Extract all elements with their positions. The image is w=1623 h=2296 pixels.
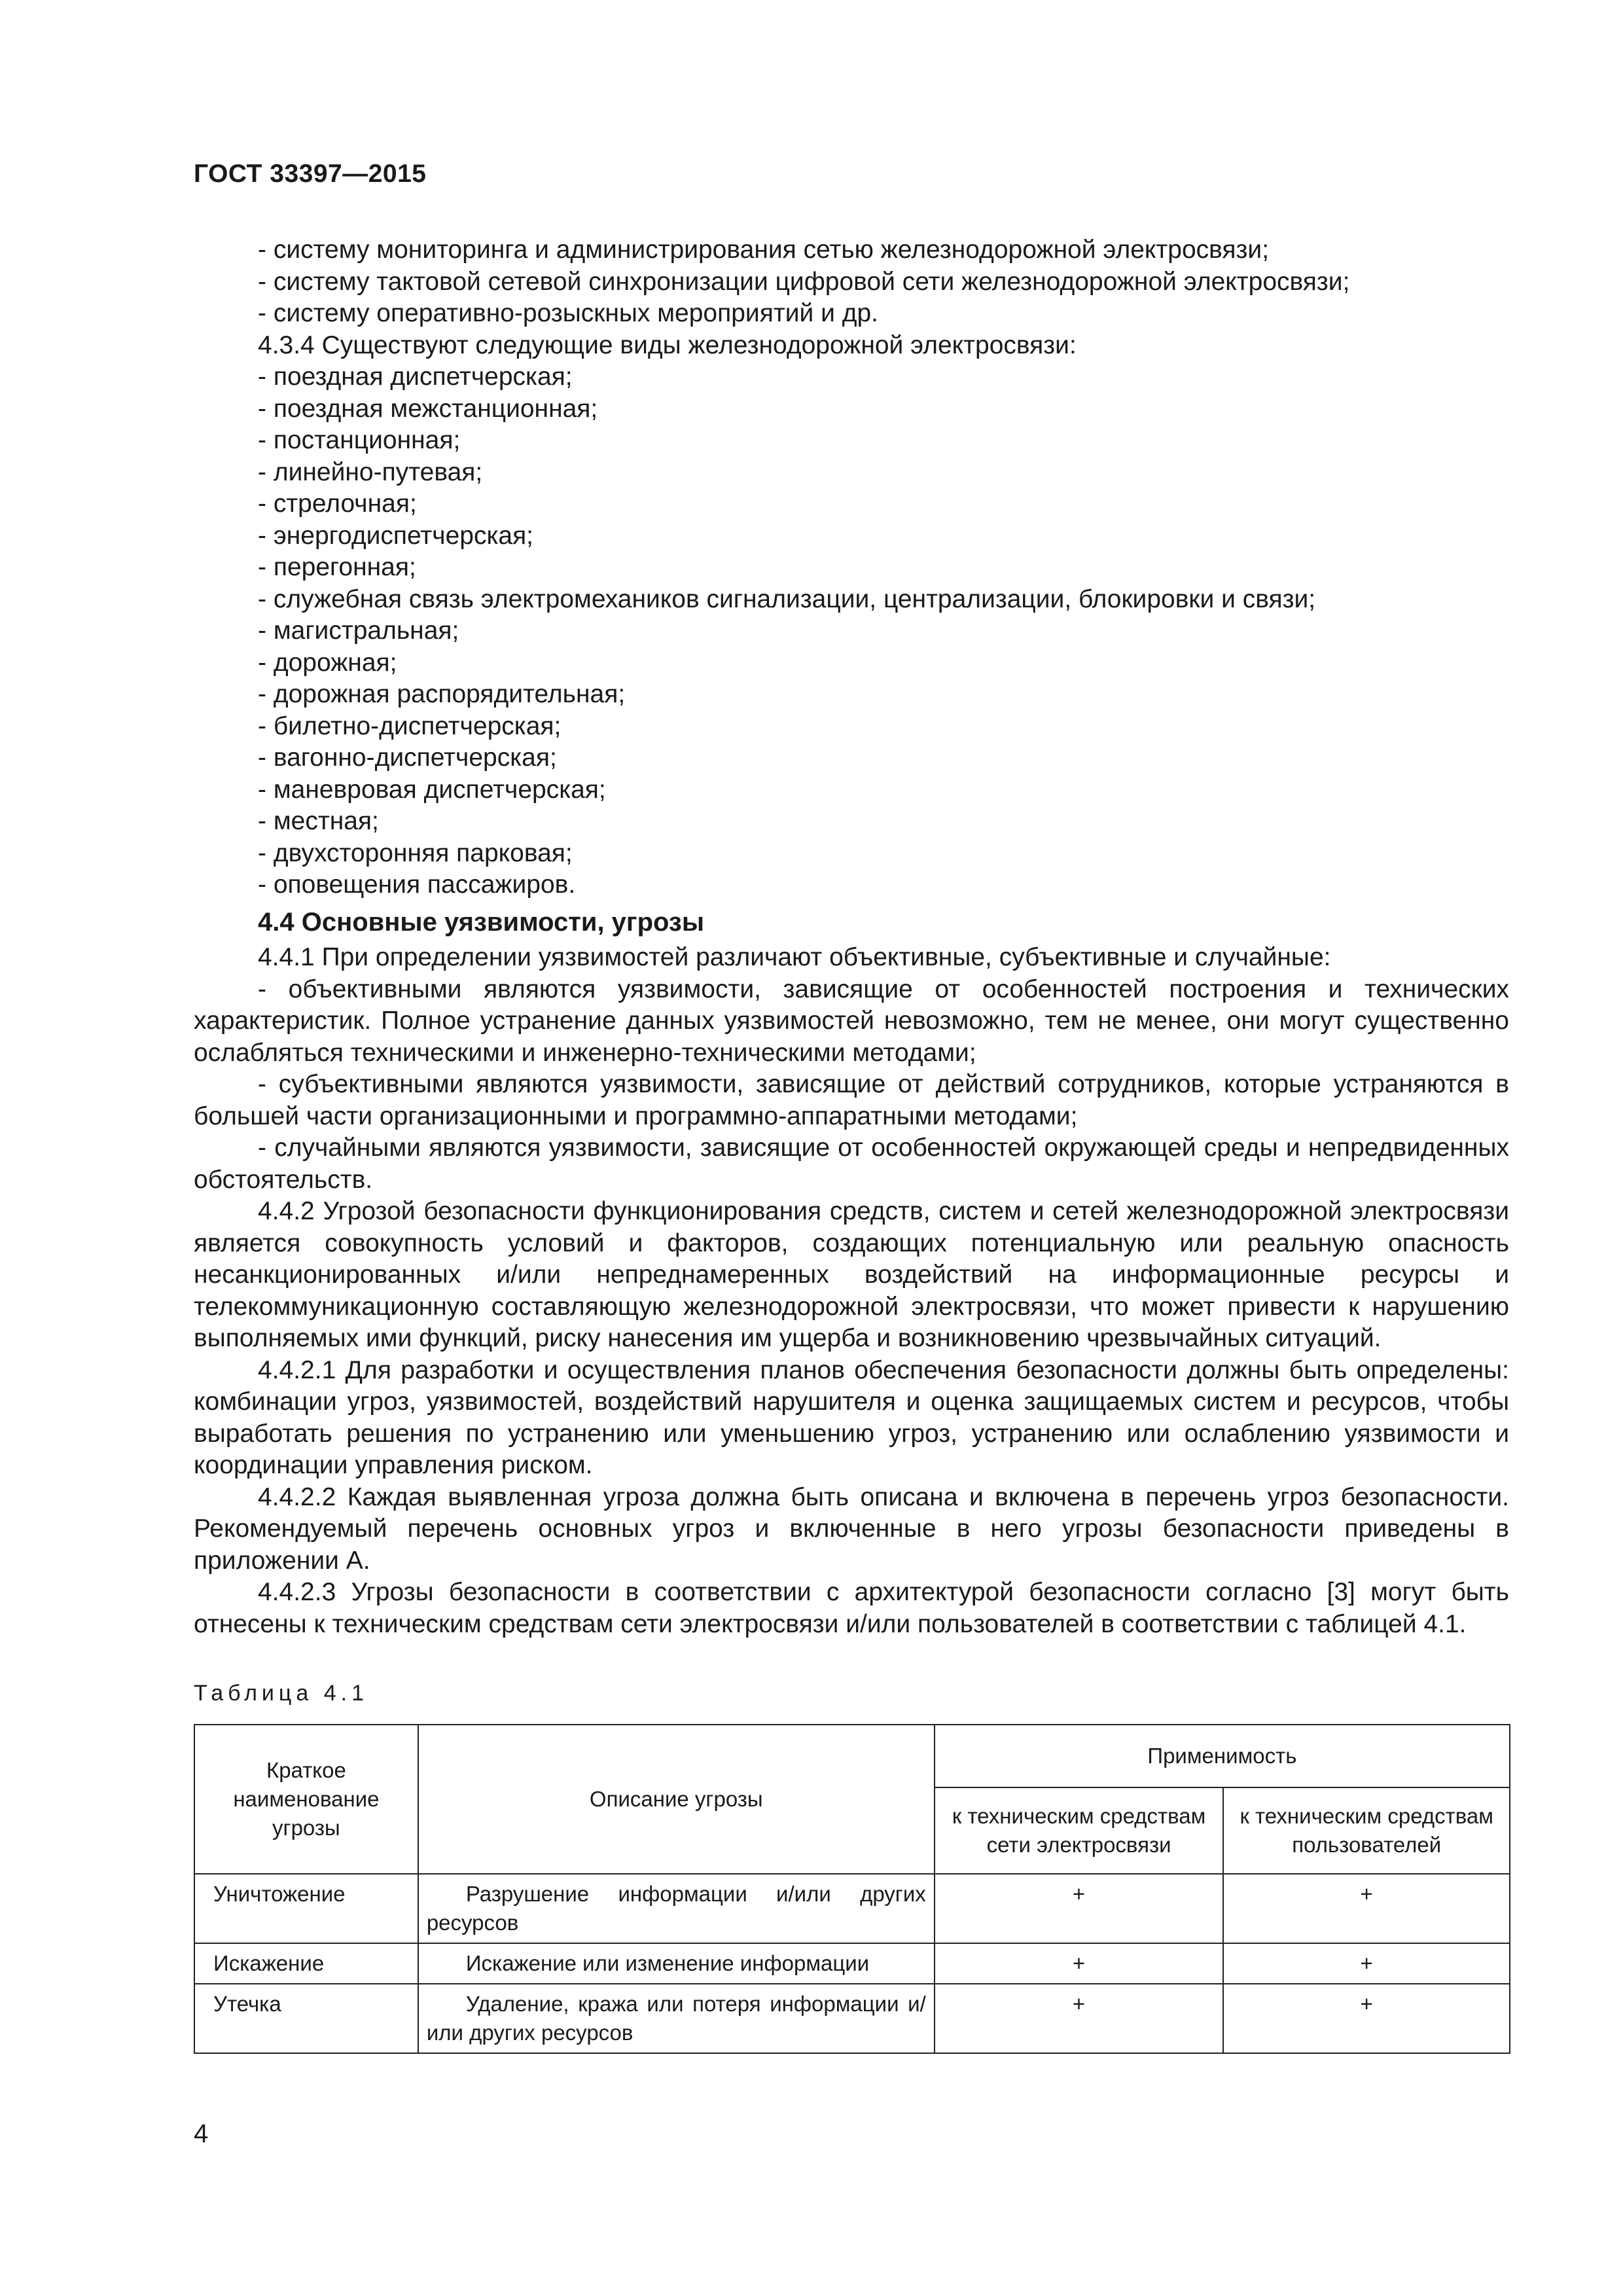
standard-header: ГОСТ 33397—2015	[194, 160, 427, 188]
user-applicability: +	[1223, 1984, 1510, 2053]
threat-description: Разрушение информации и/или других ресурсов	[418, 1874, 935, 1943]
threat-description: Искажение или изменение информации	[418, 1943, 935, 1984]
table-row	[194, 1943, 1510, 1984]
section-heading: 4.4 Основные уязвимости, угрозы	[258, 907, 704, 937]
threat-name: Искажение	[194, 1943, 418, 1984]
list-item: - двухсторонняя парковая;	[258, 838, 573, 867]
list-item: - билетно-диспетчерская;	[258, 711, 562, 740]
threat-name: Утечка	[194, 1984, 418, 2053]
list-item: - дорожная;	[258, 648, 397, 677]
list-item: - служебная связь электромехаников сигнализации, централизации, блокировки и связи;	[258, 584, 1316, 613]
paragraph-4-4-2: 4.4.2 Угрозой безопасности функционирования средств, систем и сетей железнодорожной электросвязи является совокупность условий и факторов, создающих потенциальную или реальную опасность несанкционированных и/или непреднамеренных воздействий на информационные ресурсы и телекоммуникационную составляющую железнодорожной электросвязи, что может привести к нарушению выполняемых ими функций, риску нанесения им ущерба и возникновению чрезвычайных ситуаций.	[194, 1197, 1509, 1352]
paragraph-random: - случайными являются уязвимости, зависящие от особенностей окружающей среды и непредвиденных обстоятельств.	[194, 1134, 1509, 1194]
user-applicability: +	[1223, 1943, 1510, 1984]
page-number: 4	[194, 2119, 209, 2148]
table-row	[194, 1984, 1510, 2053]
paragraph-subjective: - субъективными являются уязвимости, зависящие от действий сотрудников, которые устраняются в большей части организационными и программно-аппаратными методами;	[194, 1070, 1509, 1130]
network-applicability: +	[935, 1943, 1224, 1984]
clause-4-3-4: 4.3.4 Существуют следующие виды железнодорожной электросвязи:	[258, 331, 1077, 359]
list-item: - линейно-путевая;	[258, 457, 483, 486]
list-item: - оповещения пассажиров.	[258, 870, 576, 899]
header-user-means: к техническим средствам пользователей	[1223, 1787, 1510, 1874]
paragraph-4-4-2-3: 4.4.2.3 Угрозы безопасности в соответствии с архитектурой безопасности согласно [3] могут быть отнесены к техническим средствам сети электросвязи и/или пользователей в соответствии с таблицей 4.1.	[194, 1578, 1509, 1638]
list-item: - магистральная;	[258, 617, 459, 645]
header-network-means: к техническим средствам сети электросвязи	[935, 1787, 1224, 1874]
list-item: - поездная межстанционная;	[258, 394, 598, 423]
threats-table	[194, 1724, 1510, 2054]
list-item: - перегонная;	[258, 553, 416, 581]
header-threat-description: Описание угрозы	[418, 1725, 935, 1874]
paragraph-objective: - объективными являются уязвимости, зависящие от особенностей построения и технических характеристик. Полное устранение данных уязвимостей невозможно, тем не менее, они могут существенно ослабляться техническими и инженерно-техническими методами;	[194, 975, 1509, 1067]
list-item: - вагонно-диспетчерская;	[258, 744, 557, 772]
header-applicability: Применимость	[935, 1725, 1510, 1787]
table-caption: Таблица 4.1	[194, 1681, 369, 1706]
network-applicability: +	[935, 1984, 1224, 2053]
list-item: - маневровая диспетчерская;	[258, 775, 606, 804]
threat-name: Уничтожение	[194, 1874, 418, 1943]
list-item: - дорожная распорядительная;	[258, 680, 626, 708]
user-applicability: +	[1223, 1874, 1510, 1943]
paragraph-4-4-1: 4.4.1 При определении уязвимостей различают объективные, субъективные и случайные:	[258, 943, 1331, 971]
list-item: - энергодиспетчерская;	[258, 521, 534, 550]
header-threat-name: Краткое наименование угрозы	[194, 1725, 418, 1874]
list-item: - систему мониторинга и администрирования сетью железнодорожной электросвязи;	[258, 236, 1270, 264]
list-item: - местная;	[258, 807, 379, 835]
list-item: - стрелочная;	[258, 490, 417, 518]
threat-description: Удаление, кража или потеря информации и/или других ресурсов	[418, 1984, 935, 2053]
paragraph-4-4-2-1: 4.4.2.1 Для разработки и осуществления планов обеспечения безопасности должны быть определены: комбинации угроз, уязвимостей, воздействий нарушителя и оценка защищаемых систем и ресурсов, чтобы выработать решения по устранению или уменьшению угроз, устранению или ослаблению уязвимости и координации управления риском.	[194, 1355, 1509, 1479]
list-item: - систему оперативно-розыскных мероприятий и др.	[258, 299, 878, 327]
list-item: - систему тактовой сетевой синхронизации цифровой сети железнодорожной электросвязи;	[258, 267, 1350, 296]
document-body	[194, 234, 1509, 1640]
table-row	[194, 1874, 1510, 1943]
list-item: - постанционная;	[258, 426, 461, 454]
paragraph-4-4-2-2: 4.4.2.2 Каждая выявленная угроза должна быть описана и включена в перечень угроз безопасности. Рекомендуемый перечень основных угроз и включенные в него угрозы безопасности приведены в приложении А.	[194, 1482, 1509, 1575]
network-applicability: +	[935, 1874, 1224, 1943]
list-item: - поездная диспетчерская;	[258, 363, 573, 391]
